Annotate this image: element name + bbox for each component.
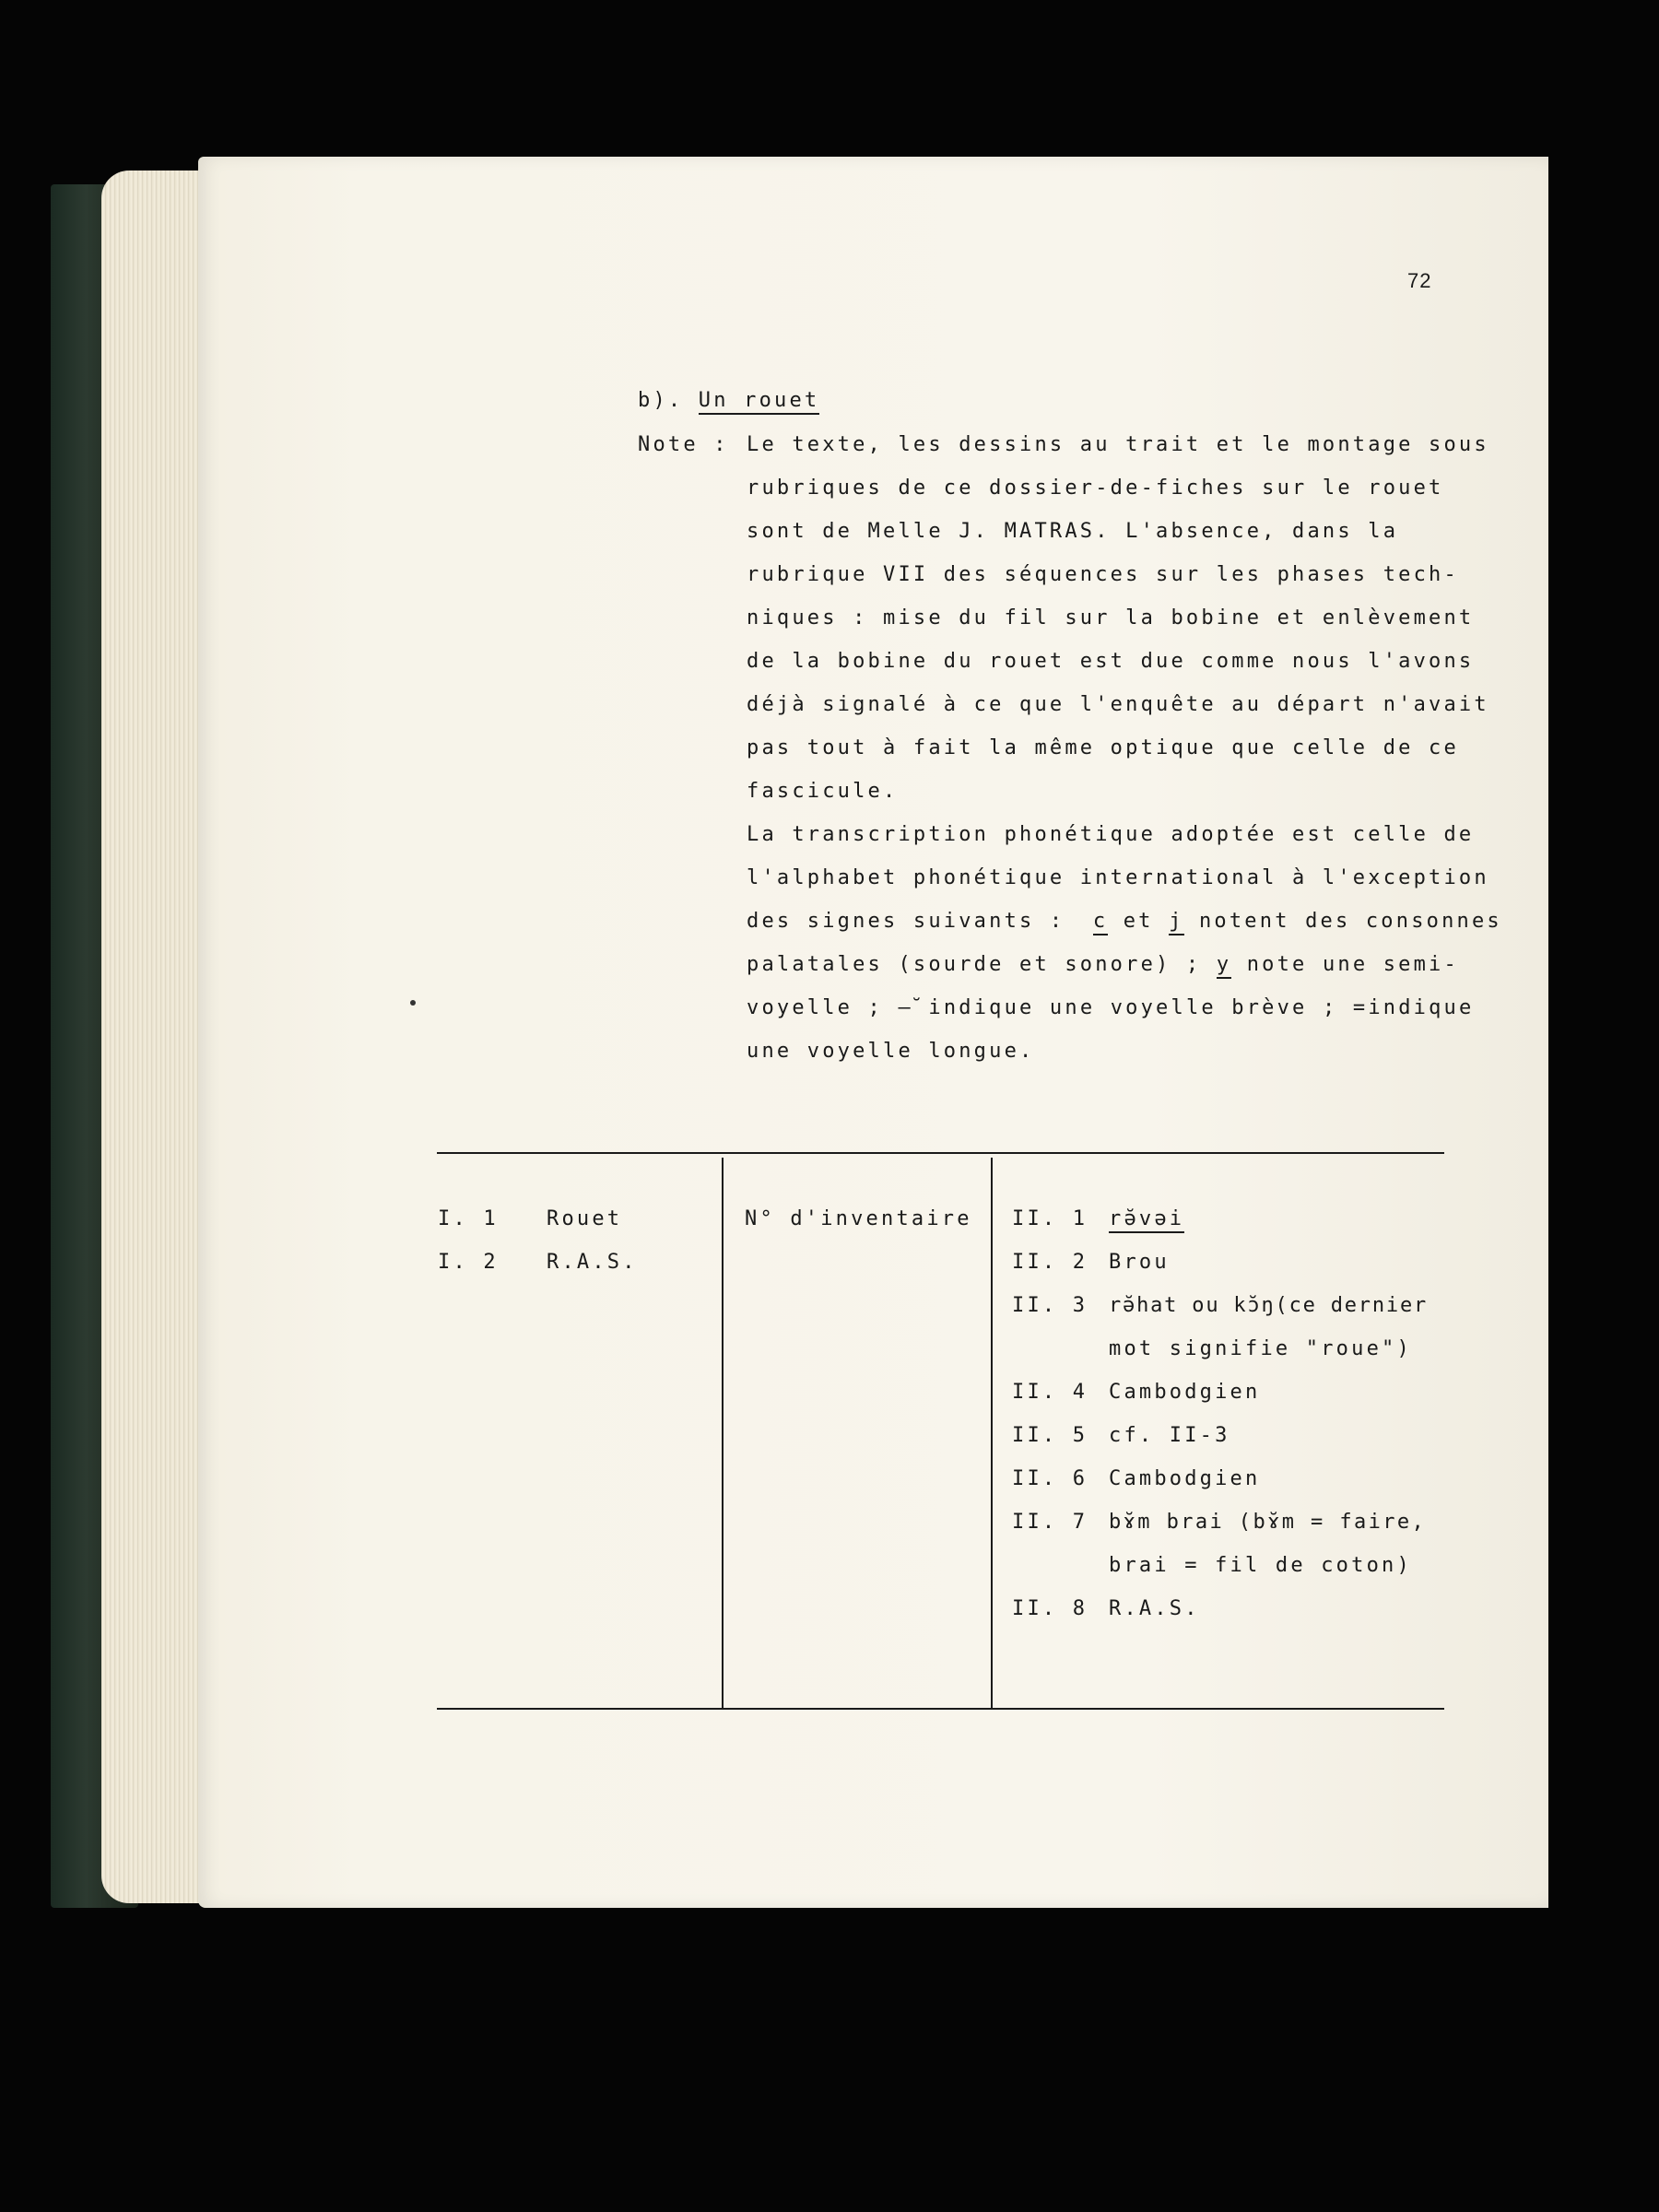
page-edges bbox=[101, 171, 212, 1903]
right-row-code: II. 3 bbox=[1012, 1294, 1088, 1317]
transcription-text: des signes suivants : bbox=[747, 910, 1065, 933]
sign-c: c bbox=[1093, 910, 1108, 935]
transcription-line-6: une voyelle longue. bbox=[747, 1040, 1035, 1063]
transcription-text: indique bbox=[1368, 996, 1475, 1019]
right-row-code: II. 6 bbox=[1012, 1467, 1088, 1490]
note-line-4: rubrique VII des séquences sur les phases tech- bbox=[747, 563, 1459, 586]
note-line-6: de la bobine du rouet est due comme nous l'avons bbox=[747, 650, 1475, 673]
sign-breve: –̆ bbox=[898, 996, 913, 1019]
note-line-1: Le texte, les dessins au trait et le montage sous bbox=[747, 433, 1489, 456]
left-row-value: Rouet bbox=[547, 1207, 623, 1230]
right-row-value: rə̆hat ou kɔ̆ŋ(ce dernier bbox=[1109, 1294, 1429, 1317]
right-row-value-continued: brai = fil de coton) bbox=[1109, 1554, 1412, 1577]
book-page bbox=[198, 157, 1548, 1908]
right-row-value: Brou bbox=[1109, 1251, 1170, 1274]
left-row-code: I. 1 bbox=[438, 1207, 499, 1230]
right-row-code: II. 1 bbox=[1012, 1207, 1088, 1230]
note-line-7: déjà signalé à ce que l'enquête au départ n'avait bbox=[747, 693, 1489, 716]
right-row-value-continued: mot signifie "roue") bbox=[1109, 1337, 1412, 1360]
table-top-rule bbox=[437, 1152, 1444, 1154]
transcription-line-5 bbox=[747, 996, 1474, 1019]
phonetic-term: rə̆vəi bbox=[1109, 1207, 1184, 1233]
section-title: Un rouet bbox=[699, 389, 820, 415]
right-row-code: II. 5 bbox=[1012, 1424, 1088, 1447]
right-row-code: II. 8 bbox=[1012, 1597, 1088, 1620]
note-line-8: pas tout à fait la même optique que celle de ce bbox=[747, 736, 1459, 759]
transcription-text: voyelle ; bbox=[747, 996, 884, 1019]
right-row-code: II. 7 bbox=[1012, 1511, 1088, 1534]
left-row-value: R.A.S. bbox=[547, 1251, 638, 1274]
note-line-3: sont de Melle J. MATRAS. L'absence, dans la bbox=[747, 520, 1399, 543]
transcription-text: et bbox=[1123, 910, 1154, 933]
note-line-2: rubriques de ce dossier-de-fiches sur le rouet bbox=[747, 477, 1444, 500]
right-row-code: II. 2 bbox=[1012, 1251, 1088, 1274]
note-line-5: niques : mise du fil sur la bobine et enlèvement bbox=[747, 606, 1475, 629]
right-row-value: bɤ̆m brai (bɤ̆m = faire, bbox=[1109, 1511, 1427, 1534]
table-divider-2 bbox=[991, 1158, 993, 1708]
page-number: 72 bbox=[1407, 269, 1432, 292]
note-label: Note : bbox=[638, 433, 729, 456]
section-prefix: b). bbox=[638, 389, 684, 412]
margin-dot bbox=[410, 1000, 416, 1006]
transcription-line-3 bbox=[747, 910, 1502, 933]
sign-long: = bbox=[1352, 996, 1369, 1019]
right-row-value: Cambodgien bbox=[1109, 1381, 1261, 1404]
table-bottom-rule bbox=[437, 1708, 1444, 1710]
sign-j: j bbox=[1169, 910, 1183, 935]
right-row-value bbox=[1109, 1207, 1184, 1230]
right-row-value: cf. II-3 bbox=[1109, 1424, 1230, 1447]
transcription-line-4 bbox=[747, 953, 1459, 976]
transcription-text: notent des consonnes bbox=[1198, 910, 1502, 933]
right-row-value: Cambodgien bbox=[1109, 1467, 1261, 1490]
transcription-text: palatales (sourde et sonore) ; bbox=[747, 953, 1202, 976]
transcription-text: indique une voyelle brève ; bbox=[928, 996, 1338, 1019]
right-row-value: R.A.S. bbox=[1109, 1597, 1200, 1620]
transcription-line-2: l'alphabet phonétique international à l'exception bbox=[747, 866, 1489, 889]
sign-y: y bbox=[1217, 953, 1231, 979]
section-heading bbox=[638, 389, 819, 412]
right-row-code: II. 4 bbox=[1012, 1381, 1088, 1404]
transcription-line-1: La transcription phonétique adoptée est celle de bbox=[747, 823, 1475, 846]
left-row-code: I. 2 bbox=[438, 1251, 499, 1274]
table-divider-1 bbox=[722, 1158, 724, 1708]
inventory-label: N° d'inventaire bbox=[745, 1207, 972, 1230]
note-line-9: fascicule. bbox=[747, 780, 899, 803]
transcription-text: note une semi- bbox=[1246, 953, 1459, 976]
